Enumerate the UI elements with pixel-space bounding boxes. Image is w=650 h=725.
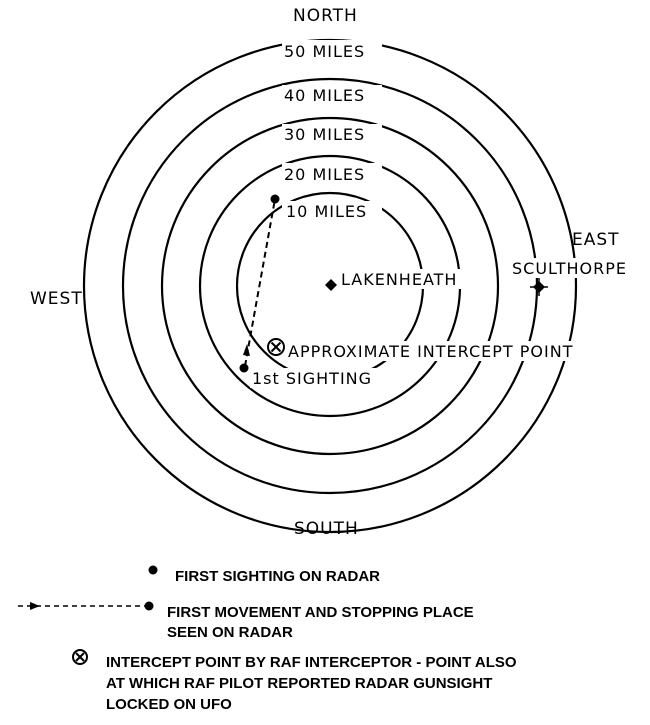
- compass-north: NORTH: [293, 6, 358, 26]
- intercept-icon: [73, 650, 87, 664]
- legend-movement-text-2: SEEN ON RADAR: [167, 624, 293, 641]
- intercept-label: APPROXIMATE INTERCEPT POINT: [288, 342, 574, 361]
- lakenheath-label: LAKENHEATH: [341, 270, 458, 289]
- lakenheath-marker: [325, 279, 337, 291]
- legend: [18, 566, 517, 714]
- legend-item-movement: [18, 602, 474, 642]
- compass-west: WEST: [30, 289, 83, 309]
- dot-icon: [145, 602, 154, 611]
- intercept-marker: [268, 339, 284, 355]
- dot-icon: [149, 566, 158, 575]
- legend-first-sighting-text: FIRST SIGHTING ON RADAR: [175, 568, 380, 585]
- legend-intercept-text-3: LOCKED ON UFO: [106, 696, 232, 713]
- stopping-place-dot: [271, 195, 280, 204]
- first-sighting-dot: [240, 364, 249, 373]
- ring-label-20: 20 MILES: [284, 165, 366, 184]
- ring-label-10: 10 MILES: [286, 202, 368, 221]
- legend-intercept-text-2: AT WHICH RAF PILOT REPORTED RADAR GUNSIGHT: [106, 675, 493, 692]
- sculthorpe-label: SCULTHORPE: [512, 259, 628, 278]
- arrow-icon: [30, 602, 40, 610]
- diamond-icon: [325, 279, 337, 291]
- ring-label-50: 50 MILES: [284, 42, 366, 61]
- compass-south: SOUTH: [294, 519, 359, 539]
- legend-intercept-text-1: INTERCEPT POINT BY RAF INTERCEPTOR - POINT ALSO: [106, 654, 517, 671]
- legend-movement-text-1: FIRST MOVEMENT AND STOPPING PLACE: [167, 604, 474, 621]
- ring-label-30: 30 MILES: [284, 125, 366, 144]
- sculthorpe-marker: [530, 278, 548, 296]
- ring-label-40: 40 MILES: [284, 86, 366, 105]
- legend-item-intercept: [73, 650, 517, 713]
- legend-item-first-sighting: [149, 566, 381, 586]
- compass-east: EAST: [572, 230, 620, 250]
- first-sighting-label: 1st SIGHTING: [252, 369, 373, 388]
- diamond-icon: [533, 281, 545, 293]
